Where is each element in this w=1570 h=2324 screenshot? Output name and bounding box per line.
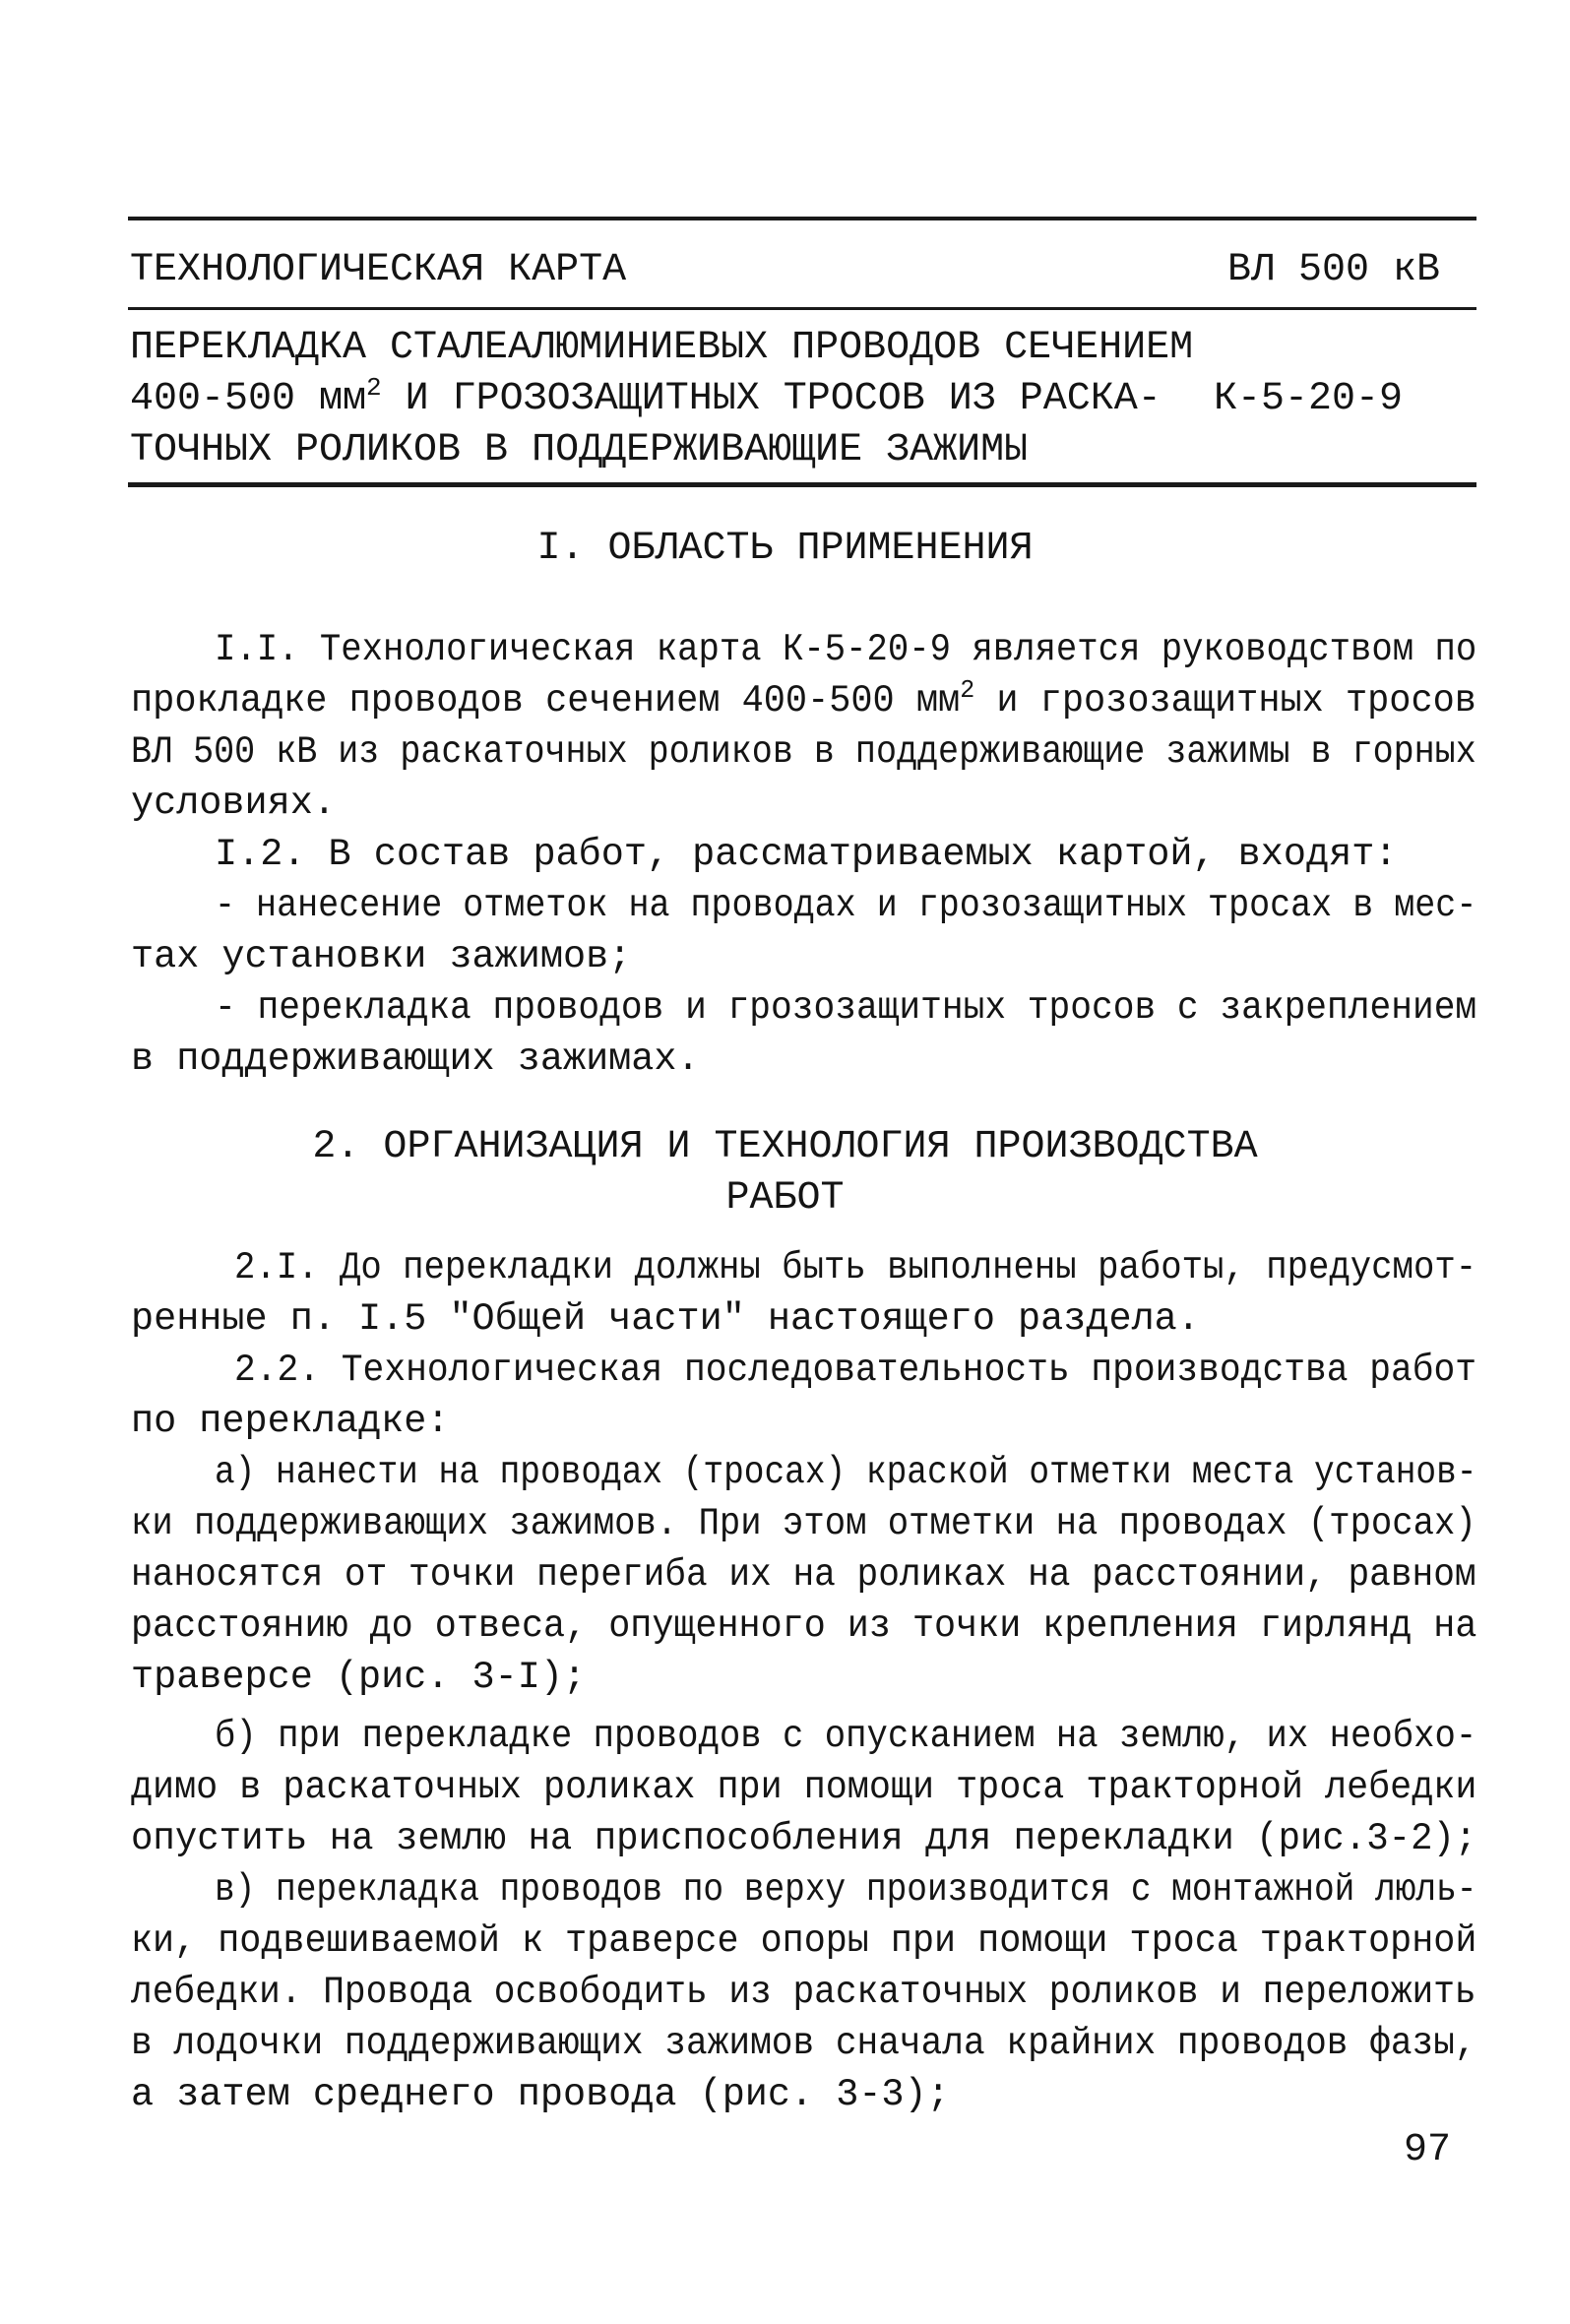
title-line-1: ПЕРЕКЛАДКА СТАЛЕАЛЮМИНИЕВЫХ ПРОВОДОВ СЕЧЕНИЕМ xyxy=(130,326,1194,370)
title-line-2: 400-500 $мм^2$ И ГРОЗОЗАЩИТНЫХ ТРОСОВ ИЗ РАСКА- xyxy=(130,373,1162,421)
s2-c-line-5: а затем среднего провода (рис. 3-3); xyxy=(131,2073,950,2116)
document-code: К-5-20-9 xyxy=(1214,377,1404,421)
s2-c-line-3: лебедки. Провода освободить из раскаточных роликов и переложить xyxy=(131,1971,1476,2014)
page-number: 97 xyxy=(1404,2128,1452,2172)
s2-c-line-4: в лодочки поддерживающих зажимов сначала крайних проводов фазы, xyxy=(131,2022,1476,2065)
title-superscript: 2 xyxy=(366,373,382,403)
s2-a-line-4: расстоянию до отвеса, опущенного из точки крепления гирлянд на xyxy=(131,1604,1477,1648)
title-line-3: ТОЧНЫХ РОЛИКОВ В ПОДДЕРЖИВАЮЩИЕ ЗАЖИМЫ xyxy=(130,428,1029,472)
s2-a-line-3: наносятся от точки перегиба их на роликах на расстоянии, равном xyxy=(131,1553,1476,1597)
s1-p1-line-2: прокладке проводов сечением 400-500 $мм^2$ и грозозащитных тросов xyxy=(131,675,1476,722)
top-rule xyxy=(128,217,1476,220)
s1-p1-line-3: ВЛ 500 кВ из раскаточных роликов в поддерживающие зажимы в горных xyxy=(131,730,1476,774)
s2-b-line-1: б) при перекладке проводов с опусканием на землю, их необхо- xyxy=(215,1715,1477,1758)
s2-c-line-2: ки, подвешиваемой к траверсе опоры при помощи троса тракторной xyxy=(131,1919,1477,1963)
s2-a-line-1: а) нанести на проводах (тросах) краской отметки места установ- xyxy=(215,1451,1477,1494)
voltage-label: ВЛ 500 кВ xyxy=(1227,248,1441,292)
s1-p2-line-5: в поддерживающих зажимах. xyxy=(131,1037,700,1081)
s1-p2-line-3: тах установки зажимов; xyxy=(131,935,632,978)
s1-p2-line-2: - нанесение отметок на проводах и грозозащитных тросах в мес- xyxy=(215,884,1477,927)
s2-p2-line-1: 2.2. Технологическая последовательность производства работ xyxy=(234,1349,1477,1392)
s1-p2-line-1: I.2. В состав работ, рассматриваемых картой, входят: xyxy=(215,833,1398,876)
s1-p1-line-4: условиях. xyxy=(131,782,336,825)
section-1-heading: I. ОБЛАСТЬ ПРИМЕНЕНИЯ xyxy=(536,527,1034,571)
section-2-heading-line-2: РАБОТ xyxy=(725,1176,845,1221)
s2-p2-line-2: по перекладке: xyxy=(131,1400,450,1443)
header-divider xyxy=(128,307,1476,310)
s2-c-line-1: в) перекладка проводов по верху производится с монтажной люль- xyxy=(215,1868,1477,1912)
s1-p2-line-4: - перекладка проводов и грозозащитных тросов с закреплением xyxy=(215,986,1477,1030)
s2-a-line-2: ки поддерживающих зажимов. При этом отметки на проводах (тросах) xyxy=(131,1502,1476,1545)
s2-b-line-2: димо в раскаточных роликах при помощи троса тракторной лебедки xyxy=(131,1766,1477,1809)
title-bottom-rule xyxy=(128,482,1476,487)
section-2-heading-line-1: 2. ОРГАНИЗАЦИЯ И ТЕХНОЛОГИЯ ПРОИЗВОДСТВА xyxy=(312,1125,1258,1169)
doc-type-label: ТЕХНОЛОГИЧЕСКАЯ КАРТА xyxy=(130,248,627,292)
area-superscript: 2 xyxy=(960,675,975,705)
s2-p1-line-1: 2.I. До перекладки должны быть выполнены работы, предусмот- xyxy=(234,1246,1477,1289)
s2-p1-line-2: ренные п. I.5 "Общей части" настоящего раздела. xyxy=(131,1297,1200,1341)
s1-p1-line-1: I.I. Технологическая карта К-5-20-9 является руководством по xyxy=(215,628,1477,671)
s2-b-line-3: опустить на землю на приспособления для перекладки (рис.3-2); xyxy=(131,1817,1477,1860)
s2-a-line-5: траверсе (рис. 3-I); xyxy=(131,1656,587,1699)
